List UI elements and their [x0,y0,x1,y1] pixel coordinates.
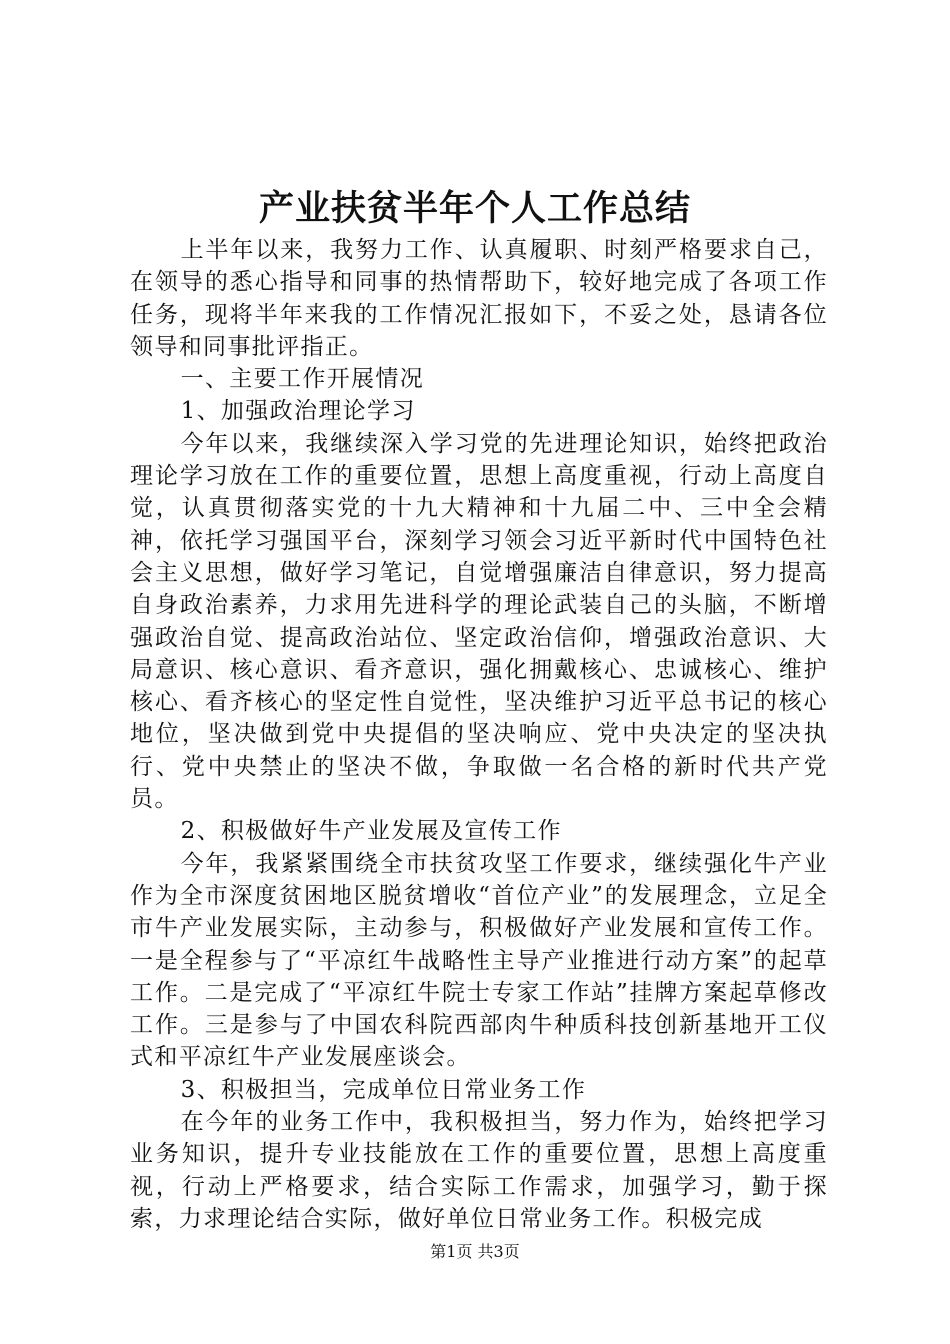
subsection-heading: 1、加强政治理论学习 [180,398,416,425]
subsection-heading: 3、积极担当，完成单位日常业务工作 [180,1076,587,1103]
body-paragraph: 今年以来，我继续深入学习党的先进理论知识，始终把政治理论学习放在工作的重要位置，思想上高度重视，行动上高度自觉，认真贯彻落实党的十九大精神和十九届二中、三中全会精神，依托学习强国平台，深刻学习领会习近平新时代中国特色社会主义思想，做好学习笔记，自觉增强廉洁自律意识，努力提高自身政治素养，力求用先进科学的理论武装自己的头脑，不断增强政治自觉、提高政治站位、坚定政治信仰，增强政治意识、大局意识、核心意识、看齐意识，强化拥戴核心、忠诚核心、维护核心、看齐核心的坚定性自觉性，坚决维护习近平总书记的核心地位，坚决做到党中央提倡的坚决响应、党中央决定的坚决执行、党中央禁止的坚决不做，争取做一名合格的新时代共产党员。 [130,430,828,813]
page-number-footer: 第1页 共3页 [430,1242,520,1261]
body-paragraph: 在今年的业务工作中，我积极担当，努力作为，始终把学习业务知识，提升专业技能放在工作的重要位置，思想上高度重视，行动上严格要求，结合实际工作需求，加强学习，勤于探索，力求理论结合实际，做好单位日常业务工作。积极完成 [130,1109,828,1232]
document-body [130,234,828,1235]
body-paragraph: 今年，我紧紧围绕全市扶贫攻坚工作要求，继续强化牛产业作为全市深度贫困地区脱贫增收“首位产业”的发展理念，立足全市牛产业发展实际，主动参与，积极做好产业发展和宣传工作。一是全程参与了“平凉红牛战略性主导产业推进行动方案”的起草工作。二是完成了“平凉红牛院士专家工作站”挂牌方案起草修改工作。三是参与了中国农科院西部肉牛种质科技创新基地开工仪式和平凉红牛产业发展座谈会。 [130,850,828,1071]
subsection-heading: 2、积极做好牛产业发展及宣传工作 [180,818,562,845]
document-title: 产业扶贫半年个人工作总结 [258,188,691,229]
section-heading: 一、主要工作开展情况 [180,366,425,393]
intro-paragraph: 上半年以来，我努力工作、认真履职、时刻严格要求自己，在领导的悉心指导和同事的热情帮助下，较好地完成了各项工作任务，现将半年来我的工作情况汇报如下，不妥之处，恳请各位领导和同事批评指正。 [130,237,828,360]
